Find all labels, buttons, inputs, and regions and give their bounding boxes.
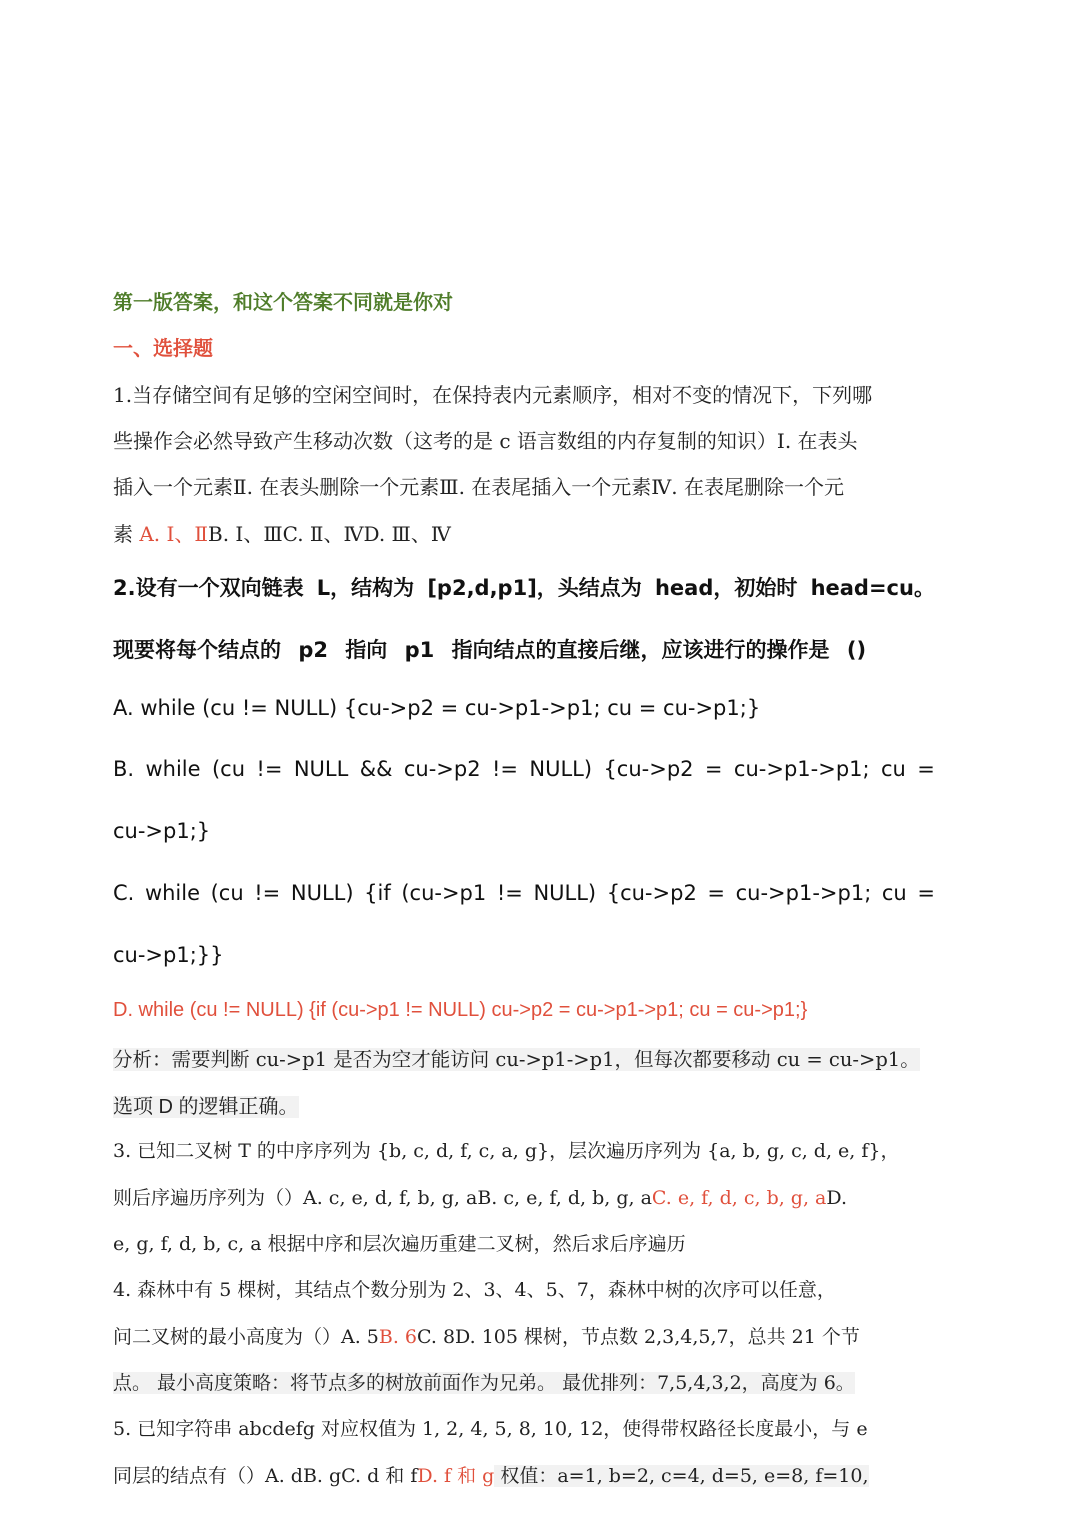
q2-l2-w5: () <box>846 638 867 662</box>
q2-b-w7: != <box>491 757 518 781</box>
q2-c-w0: C. <box>113 881 135 905</box>
q5-line-2-prefix: 同层的结点有（）A. dB. gC. d 和 f <box>113 1465 418 1487</box>
q2-b-w13: = <box>917 757 935 781</box>
q2-option-d-answer: D. while (cu != NULL) {if (cu->p1 != NULL) cu->p2 = cu->p1->p1; cu = cu->p1;} <box>113 999 808 1021</box>
q3-line-2-suffix: D. <box>826 1187 847 1209</box>
q2-c-w9: {cu->p2 <box>606 881 697 905</box>
q5-line-1: 5. 已知字符串 abcdefg 对应权值为 1, 2, 4, 5, 8, 10, 12，使得带权路径长度最小，与 e <box>113 1418 868 1440</box>
q4-line-3-text: 点。 最小高度策略：将节点多的树放前面作为兄弟。 最优排列：7,5,4,3,2，高度为 6。 <box>113 1372 855 1394</box>
q2-c-w1: while <box>144 881 201 905</box>
q1-line-2: 些操作会必然导致产生移动次数（这考的是 c 语言数组的内存复制的知识）Ⅰ. 在表头 <box>113 429 858 453</box>
q2-b-w9: {cu->p2 <box>603 757 694 781</box>
q2-b-w5: && <box>359 757 393 781</box>
q2-option-c-cont: cu->p1;}} <box>113 943 224 967</box>
q2-c-w11: cu->p1->p1; <box>735 881 872 905</box>
q4-line-2-prefix: 问二叉树的最小高度为（）A. 5 <box>113 1326 379 1348</box>
q1-line-4-prefix: 素 <box>113 522 140 546</box>
q2-c-w8: NULL) <box>533 881 597 905</box>
q4-line-3 <box>113 1368 855 1395</box>
q5-line-2-suffix: 权值：a=1, b=2, c=4, d=5, e=8, f=10, <box>494 1465 869 1487</box>
q2-w1: L，结构为 <box>316 576 415 600</box>
q2-option-b <box>113 757 935 781</box>
q3-line-2-prefix: 则后序遍历序列为（）A. c, e, d, f, b, g, aB. c, e, f, d, b, g, a <box>113 1187 652 1209</box>
q2-option-b-cont: cu->p1;} <box>113 819 211 843</box>
q2-option-a: A. while (cu != NULL) {cu->p2 = cu->p1->p1; cu = cu->p1;} <box>113 696 761 720</box>
q2-b-w2: (cu <box>211 757 246 781</box>
q3-line-1: 3. 已知二叉树 T 的中序序列为 {b, c, d, f, c, a, g}，层次遍历序列为 {a, b, g, c, d, e, f}， <box>113 1140 900 1162</box>
q2-b-w4: NULL <box>293 757 349 781</box>
q2-c-w10: = <box>707 881 726 905</box>
q2-c-w4: NULL) <box>290 881 354 905</box>
q5-answer: D. f 和 g <box>417 1465 495 1487</box>
q2-line-2 <box>113 634 866 664</box>
q1-line-3: 插入一个元素Ⅱ. 在表头删除一个元素Ⅲ. 在表尾插入一个元素Ⅳ. 在表尾删除一个元 <box>113 475 845 499</box>
q2-l2-w3: p1 <box>404 638 435 662</box>
q2-c-w7: != <box>496 881 523 905</box>
q2-b-w8: NULL) <box>529 757 593 781</box>
q1-line-1: 1.当存储空间有足够的空闲空间时，在保持表内元素顺序，相对不变的情况下，下列哪 <box>113 383 873 407</box>
q4-answer: B. 6 <box>378 1326 418 1348</box>
q2-b-w1: while <box>145 757 201 781</box>
q3-line-2 <box>113 1183 847 1210</box>
q2-option-c <box>113 881 935 905</box>
q2-w3: head，初始时 <box>654 576 798 600</box>
q2-b-w0: B. <box>113 757 135 781</box>
q2-c-w12: cu <box>881 881 907 905</box>
q2-l2-w1: p2 <box>298 638 328 662</box>
q2-b-w12: cu <box>880 757 906 781</box>
q4-line-2-suffix: C. 8D. 105 棵树，节点数 2,3,4,5,7，总共 21 个节 <box>417 1326 860 1348</box>
q2-analysis-line-2 <box>113 1090 299 1119</box>
q4-line-1: 4. 森林中有 5 棵树，其结点个数分别为 2、3、4、5、7，森林中树的次序可以任意， <box>113 1279 836 1301</box>
q2-c-w2: (cu <box>210 881 244 905</box>
q2-b-w10: = <box>704 757 723 781</box>
q2-l2-w2: 指向 <box>345 638 388 662</box>
section-title: 一、选择题 <box>113 336 213 360</box>
q2-b-w6: cu->p2 <box>403 757 481 781</box>
q2-l2-w0: 现要将每个结点的 <box>113 638 281 662</box>
q2-b-w3: != <box>256 757 283 781</box>
q4-line-2 <box>113 1322 860 1349</box>
q2-c-w3: != <box>254 881 281 905</box>
q2-w4: head=cu。 <box>810 576 935 600</box>
q3-line-3: e, g, f, d, b, c, a 根据中序和层次遍历重建二叉树，然后求后序遍历 <box>113 1233 686 1255</box>
q2-b-w11: cu->p1->p1; <box>733 757 870 781</box>
q2-l2-w4: 指向结点的直接后继，应该进行的操作是 <box>451 638 830 662</box>
q2-analysis-line-1 <box>113 1044 920 1072</box>
q2-line-1 <box>113 572 935 602</box>
q3-answer: C. e, f, d, c, b, g, a <box>651 1187 827 1209</box>
q2-c-w5: {if <box>364 881 391 905</box>
q2-analysis-text-1: 分析：需要判断 cu->p1 是否为空才能访问 cu->p1->p1，但每次都要移动 cu = cu->p1。 <box>113 1048 920 1071</box>
q2-w0: 2.设有一个双向链表 <box>113 576 304 600</box>
q1-line-4-rest: B. Ⅰ、ⅢC. Ⅱ、ⅣD. Ⅲ、Ⅳ <box>208 522 451 546</box>
q5-line-2 <box>113 1461 869 1488</box>
q2-c-w6: (cu->p1 <box>401 881 487 905</box>
q2-w2: [p2,d,p1]，头结点为 <box>427 576 642 600</box>
q1-line-4 <box>113 518 451 547</box>
q2-c-w13: = <box>917 881 935 905</box>
version-note: 第一版答案，和这个答案不同就是你对 <box>113 290 453 314</box>
q2-analysis-text-2: 选项 D 的逻辑正确。 <box>113 1096 299 1118</box>
q1-answer: A. Ⅰ、Ⅱ <box>139 522 209 546</box>
